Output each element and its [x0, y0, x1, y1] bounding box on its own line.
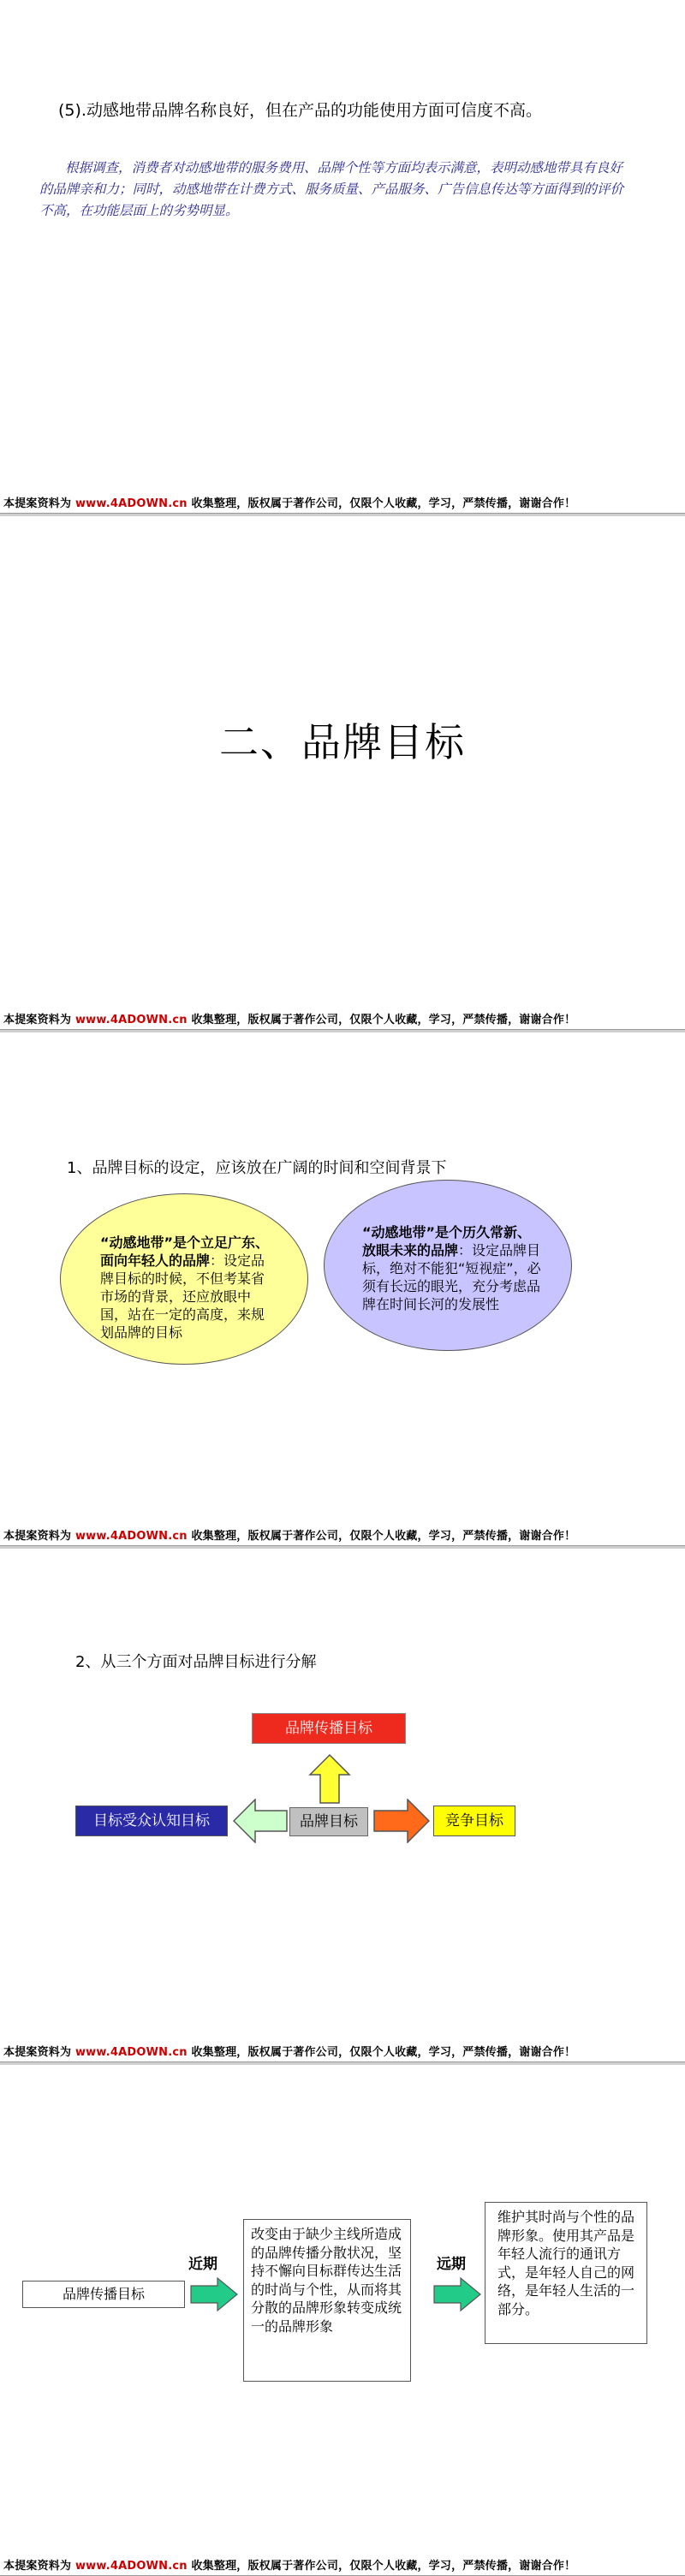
- ellipse-text: ：设定品牌目标，绝对不能犯“短视症”，必须有长远的眼光，充分考虑品牌在时间长河的发展性: [362, 1242, 541, 1312]
- footer-prefix: 本提案资料为: [3, 2046, 75, 2059]
- ellipse-future-brand: [324, 1180, 572, 1351]
- ellipse-bold-text: “动感地带”是个立足广东、面向年轻人的品牌: [100, 1234, 270, 1269]
- brand-goal-box: 品牌目标: [289, 1807, 368, 1836]
- brand-communication-goal-box: 品牌传播目标: [252, 1713, 406, 1744]
- arrow-right-icon: [190, 2277, 238, 2311]
- footer: [3, 1526, 575, 1542]
- long-term-goal-box: 维护其时尚与个性的品牌形象。使用其产品是年轻人流行的通讯方式，是年轻人自己的网络，是年轻人生活的一部分。: [485, 2202, 647, 2344]
- slide-1: [0, 0, 685, 514]
- slide-4: [0, 1549, 685, 2062]
- footer-link[interactable]: www.4ADOWN.cn: [74, 1530, 188, 1543]
- near-term-goal-box: 改变由于缺少主线所造成的品牌传播分散状况，坚持不懈向目标群传达生活的时尚与个性，从而将其分散的品牌形象转变成统一的品牌形象: [243, 2219, 411, 2382]
- slide-heading: 2、从三个方面对品牌目标进行分解: [75, 1653, 317, 1671]
- long-term-label: 远期: [437, 2256, 466, 2273]
- footer-suffix: 收集整理，版权属于著作公司，仅限个人收藏，学习，严禁传播，谢谢合作！: [187, 1530, 576, 1543]
- footer-link[interactable]: www.4ADOWN.cn: [74, 1014, 188, 1026]
- slide-heading: (5).动感地带品牌名称良好，但在产品的功能使用方面可信度不高。: [58, 101, 542, 120]
- footer-prefix: 本提案资料为: [3, 2560, 75, 2573]
- footer-suffix: 收集整理，版权属于著作公司，仅限个人收藏，学习，严禁传播，谢谢合作！: [187, 2560, 576, 2573]
- footer-link[interactable]: www.4ADOWN.cn: [74, 2046, 188, 2059]
- footer-prefix: 本提案资料为: [3, 1530, 75, 1543]
- footer-prefix: 本提案资料为: [3, 1014, 75, 1026]
- footer: [3, 2043, 575, 2058]
- competition-goal-box: 竞争目标: [433, 1806, 515, 1836]
- ellipse-regional-brand: [60, 1193, 308, 1365]
- arrow-right-icon: [433, 2277, 481, 2311]
- footer-suffix: 收集整理，版权属于著作公司，仅限个人收藏，学习，严禁传播，谢谢合作！: [187, 2046, 576, 2059]
- slide-paragraph: 根据调查，消费者对动感地带的服务费用、品牌个性等方面均表示满意，表明动感地带具有良好的品牌亲和力；同时，动感地带在计费方式、服务质量、产品服务、广告信息传达等方面得到的评价不高，在功能层面上的劣势明显。: [39, 160, 624, 218]
- near-term-label: 近期: [188, 2256, 217, 2273]
- slide-heading: 1、品牌目标的设定，应该放在广阔的时间和空间背景下: [67, 1159, 447, 1177]
- footer: [3, 2556, 575, 2572]
- slide-2: [0, 516, 685, 1030]
- footer-prefix: 本提案资料为: [3, 497, 75, 510]
- footer-link[interactable]: www.4ADOWN.cn: [74, 2560, 188, 2573]
- footer-suffix: 收集整理，版权属于著作公司，仅限个人收藏，学习，严禁传播，谢谢合作！: [187, 497, 576, 510]
- arrow-left-icon: [233, 1799, 288, 1843]
- audience-awareness-goal-box: 目标受众认知目标: [75, 1806, 228, 1836]
- arrow-up-icon: [308, 1754, 351, 1804]
- slide-5: [0, 2065, 685, 2576]
- arrow-right-icon: [373, 1799, 430, 1843]
- footer-link[interactable]: www.4ADOWN.cn: [74, 497, 188, 510]
- ellipse-bold-text: “动感地带”是个历久常新、放眼未来的品牌: [362, 1224, 532, 1258]
- ellipse-text: ：设定品牌目标的时候，不但考某省市场的背景，还应放眼中国，站在一定的高度，来规划品牌的目标: [100, 1252, 265, 1341]
- footer-suffix: 收集整理，版权属于著作公司，仅限个人收藏，学习，严禁传播，谢谢合作！: [187, 1014, 576, 1026]
- footer: [3, 1010, 575, 1026]
- footer: [3, 494, 575, 509]
- section-title: 二、品牌目标: [219, 719, 466, 765]
- slide-3: [0, 1032, 685, 1546]
- brand-communication-goal-box: 品牌传播目标: [22, 2281, 185, 2308]
